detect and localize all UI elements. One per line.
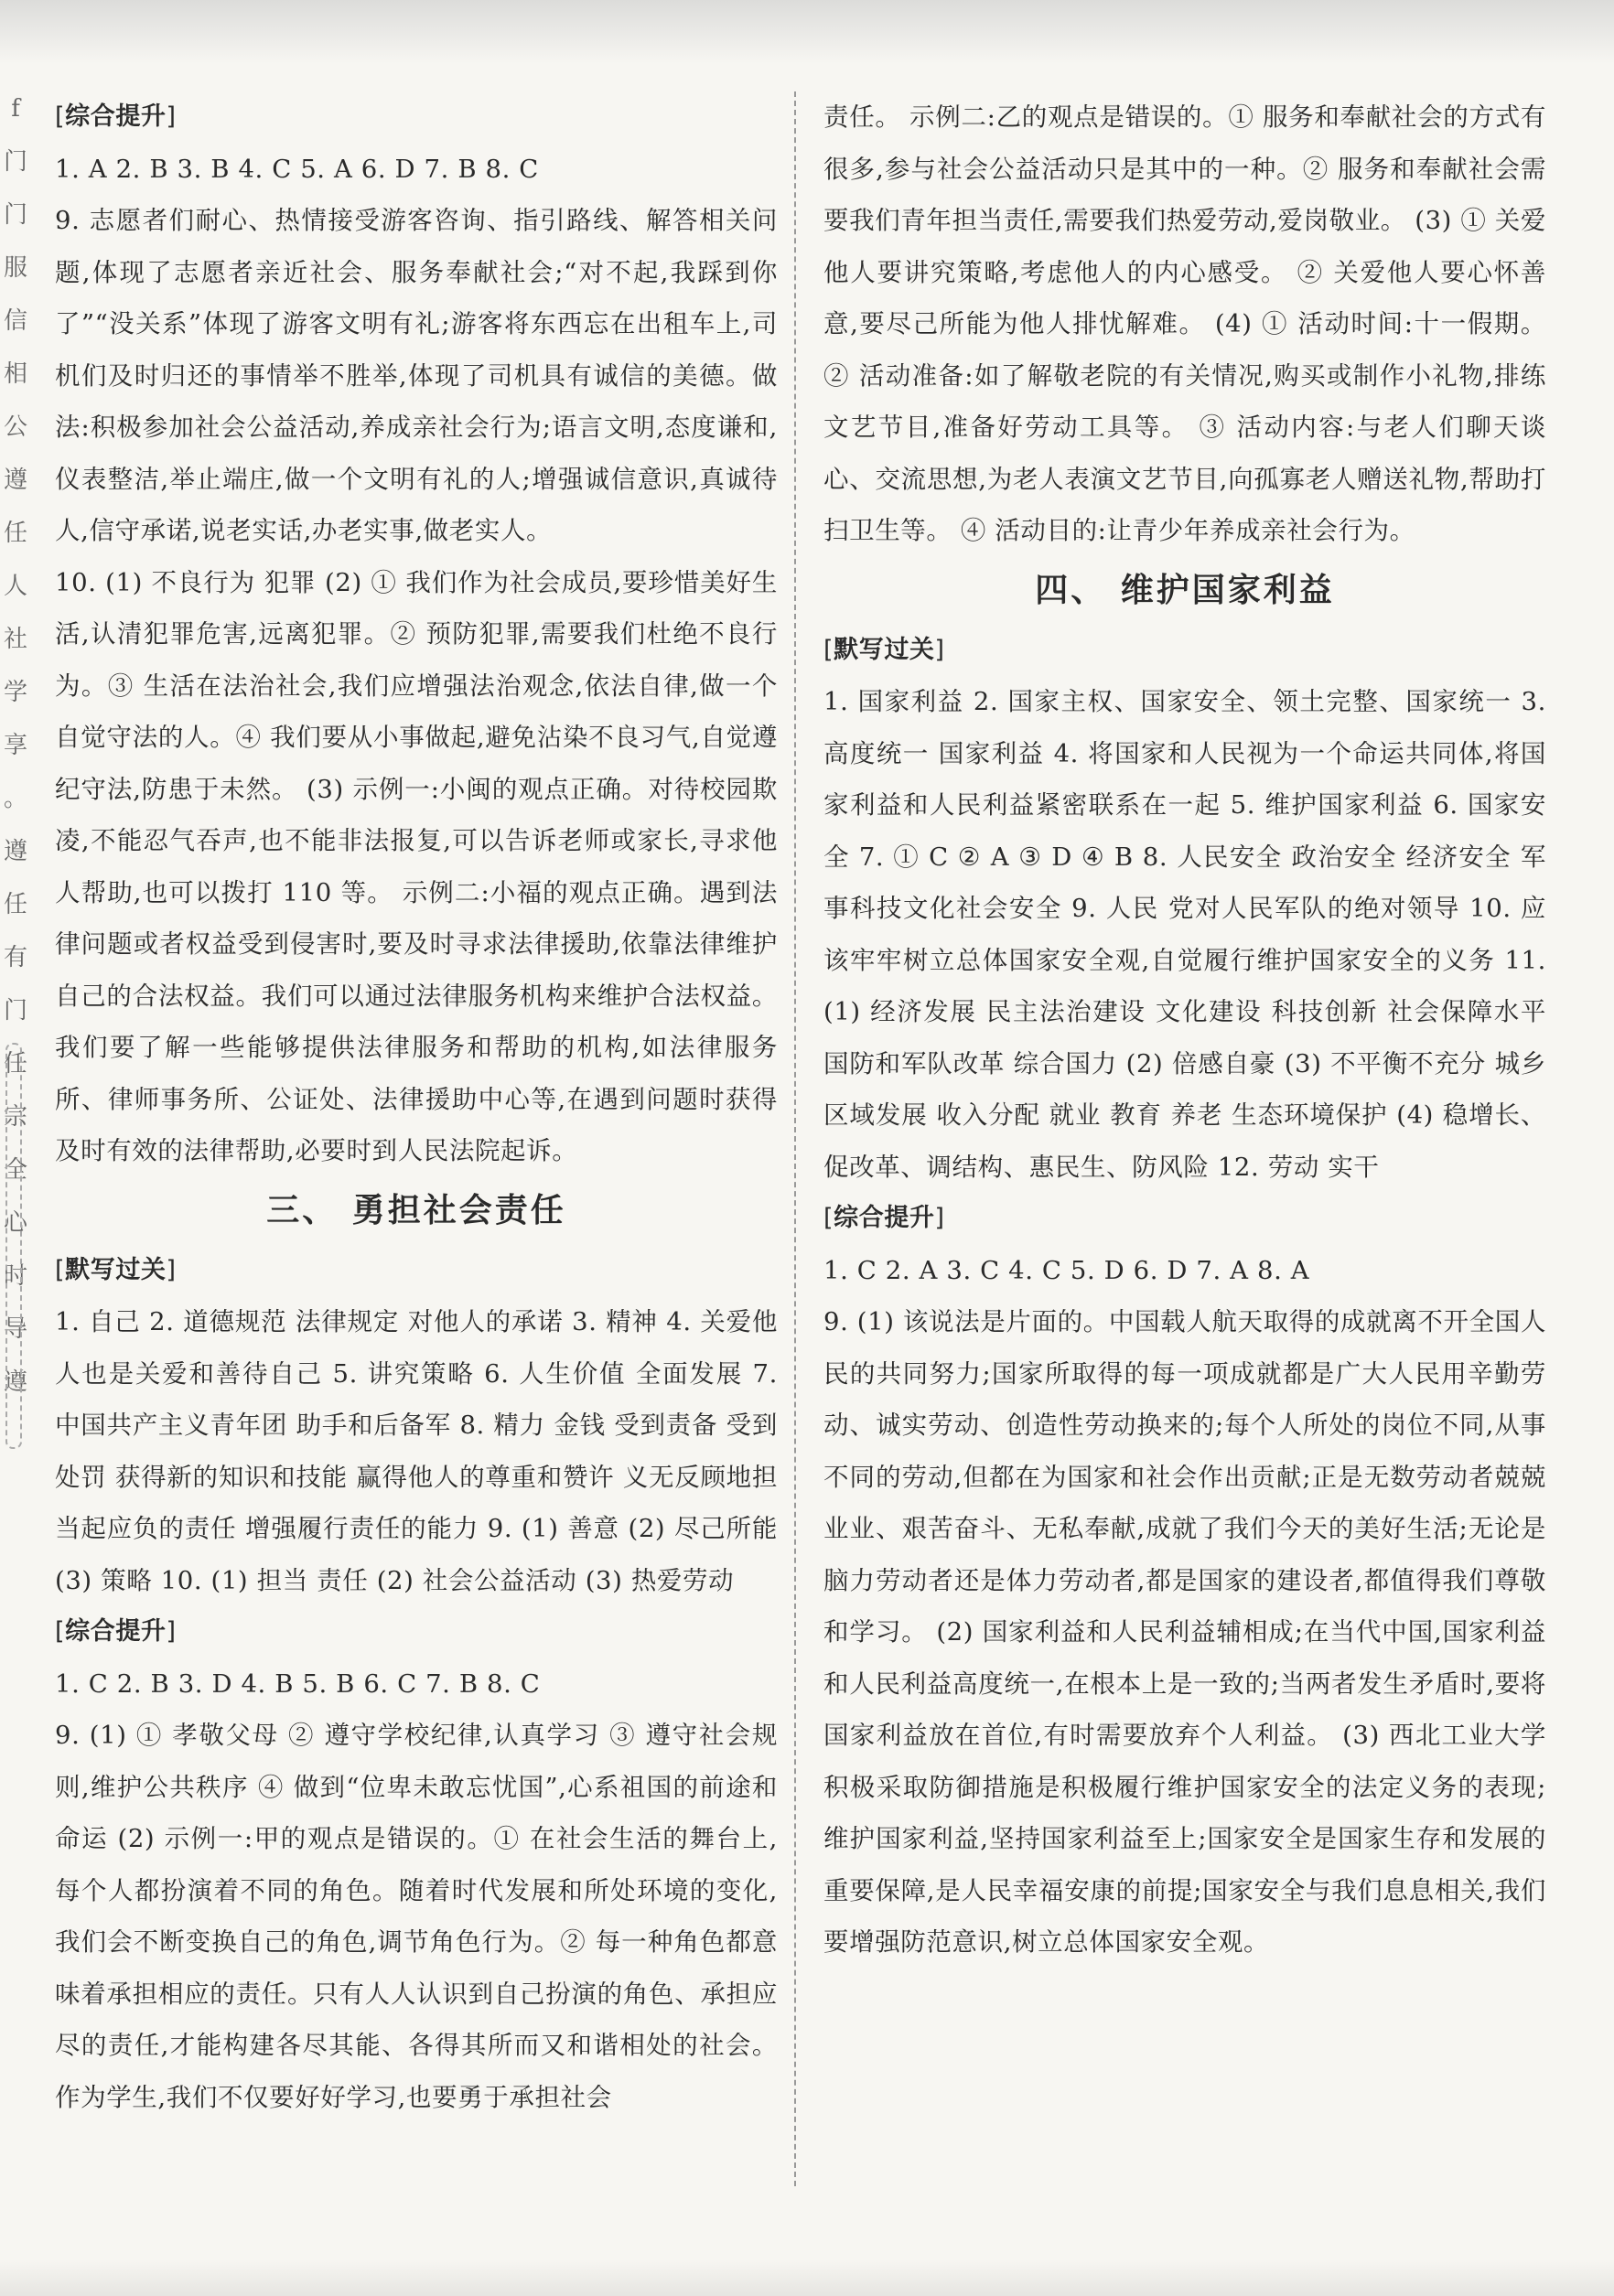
section-tag-dictation: [ 默写过关 ] (55, 1245, 778, 1297)
section-tag-comprehensive: [ 综合提升 ] (55, 91, 778, 144)
margin-glyph: 导 (3, 1315, 27, 1343)
margin-glyph: 享 (3, 732, 27, 759)
margin-glyph: 人 (3, 573, 27, 600)
margin-glyph: 。 (3, 785, 27, 812)
left-column (55, 91, 778, 2123)
margin-glyph: 学 (3, 679, 27, 706)
margin-glyph: 门 (3, 997, 27, 1025)
right-column (823, 91, 1546, 1969)
margin-glyph: 遵 (3, 1368, 27, 1396)
answer-q9: 9. 志愿者们耐心、热情接受游客咨询、指引路线、解答相关问题,体现了志愿者亲近社会、服务奉献社会;“对不起,我踩到你了”“没关系”体现了游客文明有礼;游客将东西忘在出租车上,司机们及时归还的事情举不胜举,体现了司机具有诚信的美德。做法:积极参加社会公益活动,养成亲社会行为;语言文明,态度谦和,仪表整洁,举止端庄,做一个文明有礼的人;增强诚信意识,真诚待人,信守承诺,说老实话,办老实事,做老实人。 (55, 206, 778, 545)
answer-q9: 9. (1) ① 孝敬父母 ② 遵守学校纪律,认真学习 ③ 遵守社会规则,维护公共秩序 ④ 做到“位卑未敢忘忧国”,心系祖国的前途和命运 (2) 示例一:甲的观点是错误的。① 在社会生活的舞台上,每个人都扮演着不同的角色。随着时代发展和所处环境的变化,我们会不断变换自己的角色,调节角色行为。② 每一种角色都意味着承担相应的责任。只有人人认识到自己扮演的角色、承担应尽的责任,才能构建各尽其能、各得其所而又和谐相处的社会。作为学生,我们不仅要好好学习,也要勇于承担社会 (55, 1721, 778, 2112)
answer-q10: 10. (1) 不良行为 犯罪 (2) ① 我们作为社会成员,要珍惜美好生活,认清犯罪危害,远离犯罪。② 预防犯罪,需要我们杜绝不良行为。③ 生活在法治社会,我们应增强法治观念,依法自律,做一个自觉守法的人。④ 我们要从小事做起,避免沾染不良习气,自觉遵纪守法,防患于未然。 (3) 示例一:小闽的观点正确。对待校园欺凌,不能忍气吞声,也不能非法报复,可以告诉老师或家长,寻求他人帮助,也可以拨打 110 等。 示例二:小福的观点正确。遇到法律问题或者权益受到侵害时,要及时寻求法律援助,依靠法律维护自己的合法权益。我们可以通过法律服务机构来维护合法权益。我们要了解一些能够提供法律服务和帮助的机构,如法律服务所、律师事务所、公证处、法律援助中心等,在遇到问题时获得及时有效的法律帮助,必要时到人民法院起诉。 (55, 567, 778, 1165)
margin-glyph: 遵 (3, 467, 27, 494)
column-divider (794, 91, 796, 2186)
margin-glyph: 心 (3, 1209, 27, 1237)
answer-multiple-choice: 1. C 2. A 3. C 4. C 5. D 6. D 7. A 8. A (823, 1255, 1310, 1285)
answer-fill-blanks: 1. 自己 2. 道德规范 法律规定 对他人的承诺 3. 精神 4. 关爱他人也是关爱和善待自己 5. 讲究策略 6. 人生价值 全面发展 7. 中国共产主义青年团 助手和后备军 8. 精力 金钱 受到责备 受到处罚 获得新的知识和技能 赢得他人的尊重和赞许 义无反顾地担当起应负的责任 增强履行责任的能力 9. (1) 善意 (2) 尽己所能 (3) 策略 10. (1) 担当 责任 (2) 社会公益活动 (3) 热爱劳动 (55, 1307, 778, 1595)
answer-multiple-choice: 1. A 2. B 3. B 4. C 5. A 6. D 7. B 8. C (55, 154, 539, 184)
margin-glyph: 有 (3, 944, 27, 971)
answer-q9: 9. (1) 该说法是片面的。中国载人航天取得的成就离不开全国人民的共同努力;国家所取得的每一项成就都是广大人民用辛勤劳动、诚实劳动、创造性劳动换来的;每个人所处的岗位不同,从事不同的劳动,但都在为国家和社会作出贡献;正是无数劳动者兢兢业业、艰苦奋斗、无私奉献,成就了我们今天的美好生活;无论是脑力劳动者还是体力劳动者,都是国家的建设者,都值得我们尊敬和学习。 (2) 国家利益和人民利益辅相成;在当代中国,国家利益和人民利益高度统一,在根本上是一致的;当两者发生矛盾时,要将国家利益放在首位,有时需要放弃个人利益。 (3) 西北工业大学积极采取防御措施是积极履行维护国家安全的法定义务的表现;维护国家利益,坚持国家利益至上;国家安全是国家生存和发展的重要保障,是人民幸福安康的前提;国家安全与我们息息相关,我们要增强防范意识,树立总体国家安全观。 (823, 1307, 1546, 1957)
scan-shadow-bottom (0, 2259, 1614, 2296)
section-tag-dictation: [ 默写过关 ] (823, 625, 1546, 677)
scan-shadow-top (0, 0, 1614, 64)
margin-glyph: 任 (3, 891, 27, 918)
margin-glyph: 信 (3, 307, 27, 335)
margin-glyph: 门 (3, 201, 27, 229)
margin-glyph: 遵 (3, 838, 27, 865)
section-tag-comprehensive: [ 综合提升 ] (55, 1606, 778, 1658)
margin-glyph: f (11, 95, 20, 123)
margin-glyph: 任 (3, 1050, 27, 1078)
margin-glyph: 相 (3, 360, 27, 388)
answer-fill-blanks: 1. 国家利益 2. 国家主权、国家安全、领土完整、国家统一 3. 高度统一 国家利益 4. 将国家和人民视为一个命运共同体,将国家利益和人民利益紧密联系在一起 5. 维护国家利益 6. 国家安全 7. ① C ② A ③ D ④ B 8. 人民安全 政治安全 经济安全 军事科技文化社会安全 9. 人民 党对人民军队的绝对领导 10. 应该牢牢树立总体国家安全观,自觉履行维护国家安全的义务 11. (1) 经济发展 民主法治建设 文化建设 科技创新 社会保障水平 国防和军队改革 综合国力 (2) 倍感自豪 (3) 不平衡不充分 城乡区域发展 收入分配 就业 教育 养老 生态环境保护 (4) 稳增长、促改革、调结构、惠民生、防风险 12. 劳动 实干 (823, 687, 1546, 1182)
answer-continuation: 责任。 示例二:乙的观点是错误的。① 服务和奉献社会的方式有很多,参与社会公益活动只是其中的一种。② 服务和奉献社会需要我们青年担当责任,需要我们热爱劳动,爱岗敬业。 (3) ① 关爱他人要讲究策略,考虑他人的内心感受。 ② 关爱他人要心怀善意,要尽己所能为他人排忧解难。 (4) ① 活动时间:十一假期。 ② 活动准备:如了解敬老院的有关情况,购买或制作小礼物,排练文艺节目,准备好劳动工具等。 ③ 活动内容:与老人们聊天谈心、交流思想,为老人表演文艺节目,向孤寡老人赠送礼物,帮助打扫卫生等。 ④ 活动目的:让青少年养成亲社会行为。 (823, 102, 1546, 545)
section-tag-comprehensive: [ 综合提升 ] (823, 1193, 1546, 1245)
binding-hole-marker (5, 1043, 22, 1449)
margin-glyph: 社 (3, 626, 27, 653)
margin-glyph: 时 (3, 1262, 27, 1290)
margin-glyph: 公 (3, 413, 27, 441)
margin-glyph: 任 (3, 520, 27, 547)
section-heading-4: 四、 维护国家利益 (1035, 571, 1335, 609)
section-heading-3: 三、 勇担社会责任 (266, 1191, 566, 1229)
margin-glyph: 门 (3, 148, 27, 176)
margin-glyph: 宗 (3, 1103, 27, 1131)
answer-multiple-choice: 1. C 2. B 3. D 4. B 5. B 6. C 7. B 8. C (55, 1668, 541, 1699)
margin-glyph: 服 (3, 254, 27, 282)
margin-glyph: 全 (3, 1156, 27, 1184)
